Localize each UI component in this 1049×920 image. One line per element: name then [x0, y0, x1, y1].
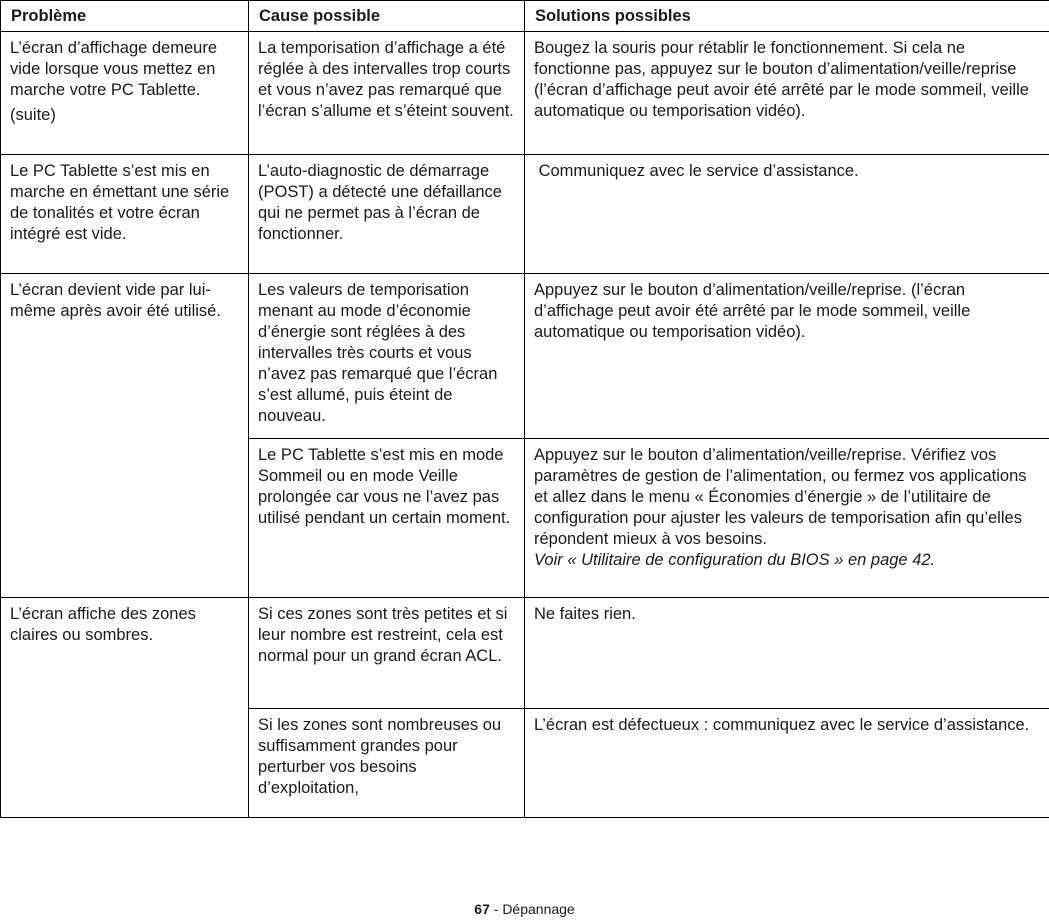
footer-separator: - — [489, 901, 503, 917]
cause-cell — [249, 598, 525, 709]
problem-text: L’écran affiche des zones claires ou sombres. — [10, 605, 196, 644]
cause-text: Les valeurs de temporisation menant au mode d’économie d’énergie sont réglées à des intervalles très courts et vous n’avez pas remarqué que l’écran s’est allumé, puis éteint de nouveau. — [258, 281, 498, 425]
cause-cell — [249, 32, 525, 155]
solution-text: Ne faites rien. — [534, 605, 636, 623]
table-row — [1, 155, 1049, 274]
cause-cell — [249, 274, 525, 439]
cause-cell — [249, 439, 525, 598]
solution-cell — [525, 32, 1049, 155]
problem-note: (suite) — [10, 106, 56, 124]
page-number: 67 — [474, 901, 490, 917]
solution-text: L’écran est défectueux : communiquez avec le service d’assistance. — [534, 716, 1030, 734]
footer-section: Dépannage — [502, 901, 575, 917]
cause-text: Le PC Tablette s’est mis en mode Sommeil ou en mode Veille prolongée car vous ne l’avez pas utilisé pendant un certain moment. — [258, 446, 511, 527]
problem-text: Le PC Tablette s’est mis en marche en émettant une série de tonalités et votre écran intégré est vide. — [10, 162, 230, 243]
page-footer — [0, 900, 1049, 918]
header-problem: Problème — [1, 1, 249, 32]
problem-cell — [1, 155, 249, 274]
solution-cell — [525, 709, 1049, 818]
cause-text: Si ces zones sont très petites et si leur nombre est restreint, cela est normal pour un grand écran ACL. — [258, 605, 508, 665]
solution-cell — [525, 439, 1049, 598]
cause-text: Si les zones sont nombreuses ou suffisamment grandes pour perturber vos besoins d’exploitation, — [258, 716, 502, 797]
header-solution: Solutions possibles — [525, 1, 1049, 32]
solution-cell — [525, 274, 1049, 439]
header-cause: Cause possible — [249, 1, 525, 32]
solution-text: Bougez la souris pour rétablir le fonctionnement. Si cela ne fonctionne pas, appuyez sur le bouton d’alimentation/veille/reprise (l’écran d’affichage peut avoir été arrêté par le mode sommeil, veille automatique ou temporisation vidéo). — [534, 39, 1029, 120]
solution-cell — [525, 598, 1049, 709]
solution-text: Appuyez sur le bouton d’alimentation/veille/reprise. Vérifiez vos paramètres de gestion de l’alimentation, ou fermez vos applications et allez dans le menu « Économies d’énergie » de l’utilitaire de configuration pour ajuster les valeurs de temporisation afin qu’elles répondent mieux à vos besoins. — [534, 446, 1027, 548]
bios-utility-reference-link[interactable]: Voir « Utilitaire de configuration du BIOS » en page 42. — [534, 551, 936, 569]
table-row — [1, 274, 1049, 439]
problem-text: L’écran devient vide par lui-même après avoir été utilisé. — [10, 281, 221, 320]
problem-cell — [1, 274, 249, 598]
table-row — [1, 598, 1049, 709]
solution-cell — [525, 155, 1049, 274]
cause-text: L’auto-diagnostic de démarrage (POST) a détecté une défaillance qui ne permet pas à l’écran de fonctionner. — [258, 162, 502, 243]
table-header-row — [1, 1, 1049, 32]
problem-cell — [1, 598, 249, 818]
cause-text: La temporisation d’affichage a été réglée à des intervalles trop courts et vous n’avez pas remarqué que l’écran s’allume et s’éteint souvent. — [258, 39, 514, 120]
table-row — [1, 32, 1049, 155]
solution-text: Communiquez avec le service d’assistance. — [534, 162, 859, 180]
cause-cell — [249, 155, 525, 274]
solution-text: Appuyez sur le bouton d’alimentation/veille/reprise. (l’écran d’affichage peut avoir été arrêté par le mode sommeil, veille automatique ou temporisation vidéo). — [534, 281, 971, 341]
problem-cell — [1, 32, 249, 155]
cause-cell — [249, 709, 525, 818]
problem-text: L’écran d’affichage demeure vide lorsque vous mettez en marche votre PC Tablette. — [10, 39, 218, 99]
